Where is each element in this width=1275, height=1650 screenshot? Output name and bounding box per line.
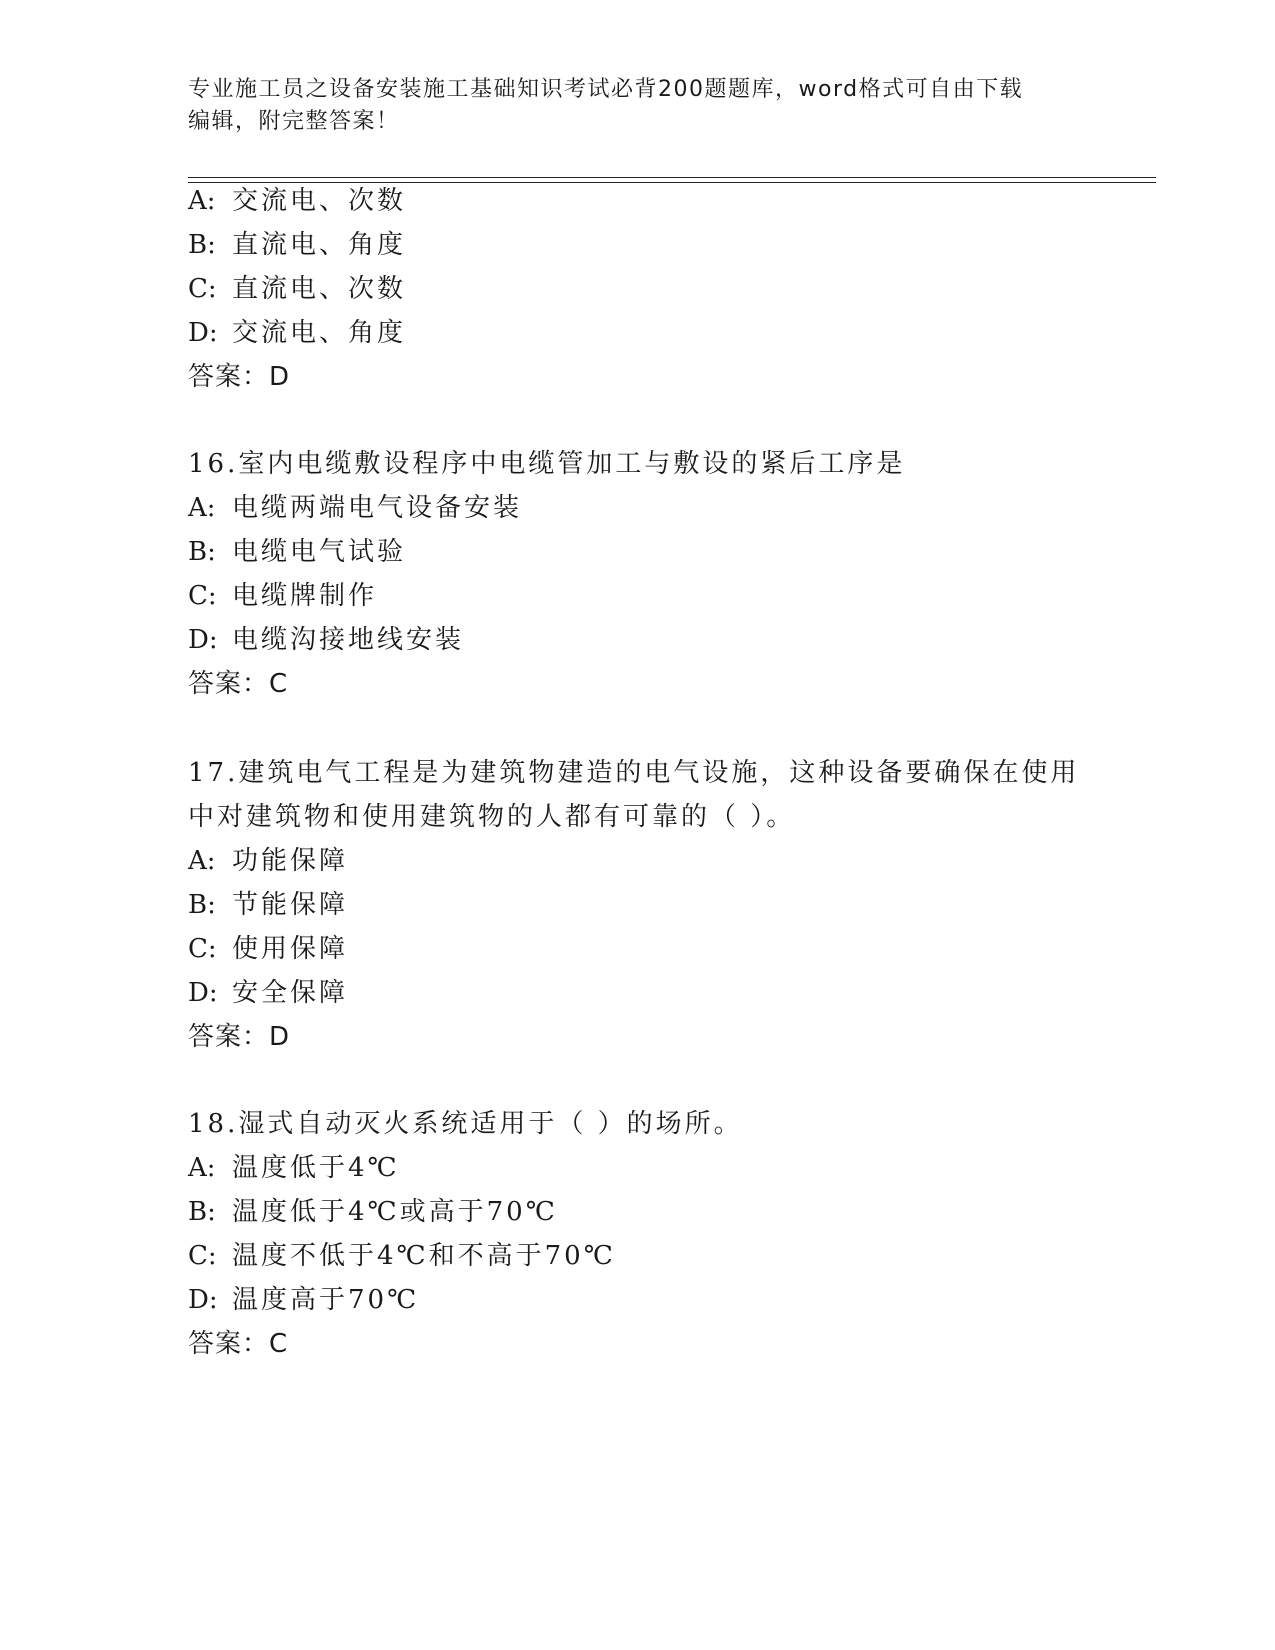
q16-answer: 答案：C (188, 669, 289, 699)
option-text: 节能保障 (232, 890, 349, 920)
option-text: 电缆电气试验 (232, 537, 407, 567)
q15-answer: 答案：D (188, 362, 291, 392)
q18-option-d (188, 1283, 419, 1317)
option-prefix: C: (188, 274, 217, 304)
q18-option-a (188, 1151, 400, 1185)
option-text: 温度低于4℃ (232, 1153, 400, 1183)
q17-option-b (188, 888, 348, 922)
q18-option-c (188, 1239, 616, 1273)
q17-question-line-2: 中对建筑物和使用建筑物的人都有可靠的（ ）。 (188, 802, 796, 832)
option-prefix: A: (188, 186, 216, 216)
q18-option-b (188, 1195, 558, 1229)
q15-option-a (188, 184, 406, 218)
option-prefix: B: (188, 890, 216, 920)
option-prefix: C: (188, 934, 217, 964)
q18-answer: 答案：C (188, 1329, 289, 1359)
q16-option-b (188, 535, 406, 569)
option-prefix: B: (188, 1197, 216, 1227)
option-prefix: B: (188, 230, 216, 260)
option-text: 电缆牌制作 (232, 581, 378, 611)
option-prefix: D: (188, 318, 218, 348)
option-text: 交流电、角度 (232, 318, 407, 348)
option-prefix: C: (188, 581, 217, 611)
q16-option-d (188, 623, 464, 657)
option-prefix: C: (188, 1241, 217, 1271)
header-divider-bottom (188, 182, 1156, 183)
header-line-2: 编辑，附完整答案！ (188, 109, 400, 134)
q18-question: 18.湿式自动灭火系统适用于（ ）的场所。 (188, 1109, 743, 1139)
option-text: 温度低于4℃或高于70℃ (232, 1197, 558, 1227)
option-text: 温度不低于4℃和不高于70℃ (232, 1241, 616, 1271)
option-prefix: A: (188, 846, 216, 876)
q16-option-c (188, 579, 377, 613)
option-prefix: B: (188, 537, 216, 567)
option-text: 功能保障 (232, 846, 349, 876)
q17-option-d (188, 976, 348, 1010)
option-prefix: A: (188, 493, 216, 523)
option-text: 温度高于70℃ (232, 1285, 420, 1315)
option-text: 电缆两端电气设备安装 (232, 493, 523, 523)
q15-option-c (188, 272, 406, 306)
option-prefix: D: (188, 978, 218, 1008)
document-header (188, 74, 1088, 138)
option-prefix: A: (188, 1153, 216, 1183)
option-prefix: D: (188, 1285, 218, 1315)
q17-option-c (188, 932, 348, 966)
option-text: 直流电、次数 (232, 274, 407, 304)
header-divider-top (188, 177, 1156, 178)
q15-option-b (188, 228, 406, 262)
option-text: 安全保障 (232, 978, 349, 1008)
q15-option-d (188, 316, 406, 350)
q17-question-line-1: 17.建筑电气工程是为建筑物建造的电气设施，这种设备要确保在使用 (188, 758, 1080, 788)
q17-option-a (188, 844, 348, 878)
option-text: 电缆沟接地线安装 (232, 625, 465, 655)
q17-answer: 答案：D (188, 1022, 291, 1052)
option-text: 交流电、次数 (232, 186, 407, 216)
header-line-1: 专业施工员之设备安装施工基础知识考试必背200题题库，word格式可自由下载 (188, 77, 1024, 102)
q16-question: 16.室内电缆敷设程序中电缆管加工与敷设的紧后工序是 (188, 449, 906, 479)
q16-option-a (188, 491, 522, 525)
option-prefix: D: (188, 625, 218, 655)
option-text: 使用保障 (232, 934, 349, 964)
option-text: 直流电、角度 (232, 230, 407, 260)
